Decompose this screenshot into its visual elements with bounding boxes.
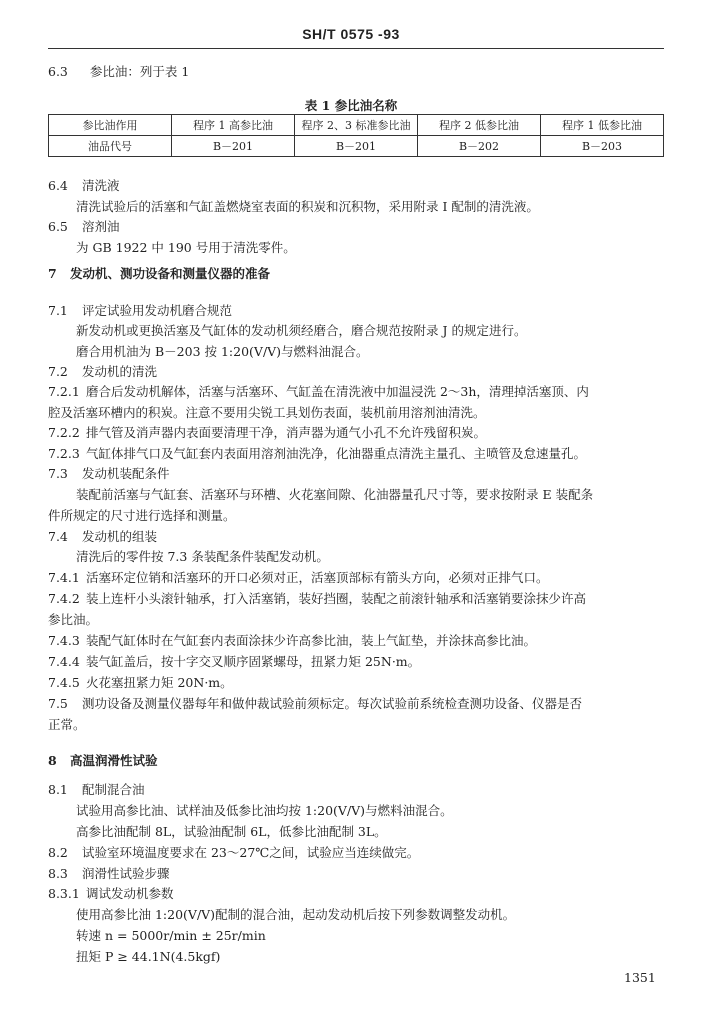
section-number: 7.2 bbox=[48, 364, 68, 379]
table-caption: 表 1 参比油名称 bbox=[304, 98, 398, 113]
section-number: 6.4 bbox=[48, 178, 68, 193]
line-text: 调试发动机参数 bbox=[86, 886, 174, 901]
section-number: 8 bbox=[48, 753, 57, 768]
line-text: 气缸体排气口及气缸套内表面用溶剂油洗净，化油器重点清洗主量孔、主喷管及怠速量孔。 bbox=[86, 446, 587, 461]
text-line bbox=[48, 633, 536, 649]
text-line bbox=[48, 178, 120, 194]
section-heading: 高温润滑性试验 bbox=[70, 753, 158, 768]
table-cell: B－201 bbox=[172, 136, 295, 157]
line-text: 发动机的组装 bbox=[82, 529, 158, 544]
text-line bbox=[76, 323, 526, 339]
section-number: 7.4.1 bbox=[48, 570, 80, 585]
table-header-cell: 程序 1 低参比油 bbox=[541, 115, 664, 136]
section-number: 8.1 bbox=[48, 782, 68, 797]
text-line bbox=[48, 364, 157, 380]
text-line bbox=[48, 717, 86, 733]
line-text: 排气管及消声器内表面要清理干净，消声器为通气小孔不允许残留积炭。 bbox=[86, 425, 487, 440]
text-line bbox=[48, 886, 174, 902]
text-line bbox=[48, 219, 120, 235]
line-text: 参比油。 bbox=[48, 612, 99, 627]
document-header: SH/T 0575 -93 bbox=[302, 26, 400, 42]
reference-oil-table bbox=[48, 114, 664, 157]
text-line bbox=[48, 508, 236, 524]
section-heading: 发动机、测功设备和测量仪器的准备 bbox=[70, 266, 271, 281]
line-text: 清洗液 bbox=[82, 178, 120, 193]
table-header-cell: 程序 2 低参比油 bbox=[418, 115, 541, 136]
text-line bbox=[48, 654, 420, 670]
text-line bbox=[76, 907, 515, 923]
line-text: 新发动机或更换活塞及气缸体的发动机须经磨合，磨合规范按附录 J 的规定进行。 bbox=[76, 323, 527, 338]
section-number: 7.2.3 bbox=[48, 446, 80, 461]
section-number: 7.1 bbox=[48, 303, 68, 318]
line-text: 磨合后发动机解体，活塞与活塞环、气缸盖在清洗液中加温浸洗 2～3h，清理掉活塞顶、内 bbox=[86, 384, 589, 399]
line-text: 使用高参比油 1:20(V/V)配制的混合油，起动发动机后按下列参数调整发动机。 bbox=[76, 907, 516, 922]
line-text: 磨合用机油为 B－203 按 1:20(V/V)与燃料油混合。 bbox=[76, 344, 369, 359]
section-number: 6.3 bbox=[48, 64, 68, 79]
page-number: 1351 bbox=[624, 970, 656, 985]
text-line bbox=[76, 199, 539, 215]
line-text: 为 GB 1922 中 190 号用于清洗零件。 bbox=[76, 240, 296, 255]
text-line bbox=[48, 696, 582, 712]
table-header-cell: 程序 1 高参比油 bbox=[172, 115, 295, 136]
section-number: 8.3.1 bbox=[48, 886, 80, 901]
section-number: 7.4.4 bbox=[48, 654, 80, 669]
line-text: 装上连杆小头滚针轴承，打入活塞销，装好挡圈，装配之前滚针轴承和活塞销要涂抹少许高 bbox=[86, 591, 587, 606]
text-line bbox=[76, 949, 220, 965]
section-number: 7.4.5 bbox=[48, 675, 80, 690]
text-line bbox=[48, 753, 158, 769]
table-cell: B－202 bbox=[418, 136, 541, 157]
line-text: 件所规定的尺寸进行选择和测量。 bbox=[48, 508, 236, 523]
line-text: 正常。 bbox=[48, 717, 86, 732]
text-line bbox=[48, 384, 589, 400]
text-line bbox=[48, 612, 98, 628]
text-line bbox=[48, 675, 233, 691]
line-text: 腔及活塞环槽内的积炭。注意不要用尖锐工具划伤表面，装机前用溶剂油清洗。 bbox=[48, 405, 486, 420]
section-number: 7.5 bbox=[48, 696, 68, 711]
text-line bbox=[76, 240, 296, 256]
line-text: 高参比油配制 8L，试验油配制 6L，低参比油配制 3L。 bbox=[76, 824, 387, 839]
text-line bbox=[48, 782, 145, 798]
text-line bbox=[48, 425, 486, 441]
text-line bbox=[76, 824, 387, 840]
table-row bbox=[49, 136, 664, 157]
text-line bbox=[48, 446, 586, 462]
section-number: 7.4.2 bbox=[48, 591, 80, 606]
line-text: 配制混合油 bbox=[82, 782, 145, 797]
section-number: 7.2.1 bbox=[48, 384, 80, 399]
text-line bbox=[76, 487, 593, 503]
table-header-row bbox=[49, 115, 664, 136]
text-line bbox=[48, 529, 157, 545]
text-line bbox=[48, 405, 486, 421]
line-text: 试验室环境温度要求在 23～27℃之间，试验应当连续做完。 bbox=[82, 845, 420, 860]
text-line bbox=[48, 466, 170, 482]
text-line bbox=[48, 866, 170, 882]
line-text: 测功设备及测量仪器每年和做仲裁试验前须标定。每次试验前系统检查测功设备、仪器是否 bbox=[82, 696, 583, 711]
line-text: 发动机的清洗 bbox=[82, 364, 158, 379]
table-cell: B－203 bbox=[541, 136, 664, 157]
text-line bbox=[48, 303, 232, 319]
table-cell: 油品代号 bbox=[49, 136, 172, 157]
section-number: 7.4 bbox=[48, 529, 68, 544]
section-number: 7.4.3 bbox=[48, 633, 80, 648]
line-text: 扭矩 P ≥ 44.1N(4.5kgf) bbox=[76, 949, 221, 964]
line-text: 清洗试验后的活塞和气缸盖燃烧室表面的积炭和沉积物，采用附录 I 配制的清洗液。 bbox=[76, 199, 539, 214]
line-text: 清洗后的零件按 7.3 条装配条件装配发动机。 bbox=[76, 549, 329, 564]
line-text: 发动机装配条件 bbox=[82, 466, 170, 481]
section-number: 6.5 bbox=[48, 219, 68, 234]
line-text: 装配气缸体时在气缸套内表面涂抹少许高参比油，装上气缸垫，并涂抹高参比油。 bbox=[86, 633, 537, 648]
text-line bbox=[76, 803, 453, 819]
text-line bbox=[48, 570, 549, 586]
line-text: 转速 n = 5000r/min ± 25r/min bbox=[76, 928, 266, 943]
line-text: 试验用高参比油、试样油及低参比油均按 1:20(V/V)与燃料油混合。 bbox=[76, 803, 453, 818]
line-text: 装气缸盖后，按十字交叉顺序固紧螺母，扭紧力矩 25N·m。 bbox=[86, 654, 421, 669]
line-text: 火花塞扭紧力矩 20N·m。 bbox=[86, 675, 233, 690]
section-number: 8.2 bbox=[48, 845, 68, 860]
table-header-cell: 程序 2、3 标准参比油 bbox=[295, 115, 418, 136]
section-number: 7.2.2 bbox=[48, 425, 80, 440]
section-number: 8.3 bbox=[48, 866, 68, 881]
line-text: 溶剂油 bbox=[82, 219, 120, 234]
text-line bbox=[48, 591, 586, 607]
text-line bbox=[48, 266, 270, 282]
table-cell: B－201 bbox=[295, 136, 418, 157]
text-line bbox=[48, 845, 419, 861]
section-number: 7.3 bbox=[48, 466, 68, 481]
section-number: 7 bbox=[48, 266, 57, 281]
text-line bbox=[76, 549, 329, 565]
table-header-cell: 参比油作用 bbox=[49, 115, 172, 136]
text-line bbox=[76, 928, 266, 944]
line-text: 装配前活塞与气缸套、活塞环与环槽、火花塞间隙、化油器量孔尺寸等，要求按附录 E 装配条 bbox=[76, 487, 594, 502]
section-6-3 bbox=[48, 64, 189, 80]
line-text: 润滑性试验步骤 bbox=[82, 866, 170, 881]
line-text: 活塞环定位销和活塞环的开口必须对正，活塞顶部标有箭头方向，必须对正排气口。 bbox=[86, 570, 549, 585]
line-text: 评定试验用发动机磨合规范 bbox=[82, 303, 233, 318]
header-rule bbox=[48, 48, 664, 49]
section-text: 参比油：列于表 1 bbox=[89, 64, 190, 79]
text-line bbox=[76, 344, 369, 360]
